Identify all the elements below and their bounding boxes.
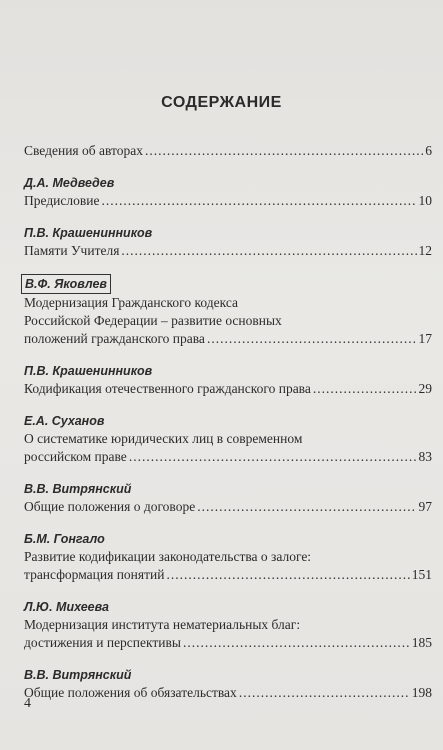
toc-entry: [24, 274, 432, 348]
dot-leader: [121, 242, 416, 260]
toc-title-line: Модернизация института нематериальных благ:: [24, 617, 301, 632]
page-number: 17: [418, 331, 432, 346]
page-number: 198: [411, 685, 432, 700]
toc-entry: [24, 480, 432, 516]
toc-title: достижения и перспективы: [24, 635, 181, 650]
author-name: Д.А. Медведев: [24, 176, 115, 190]
toc-title: Общие положения об обязательствах: [24, 685, 237, 700]
author-name: В.Ф. Яковлев: [21, 274, 111, 294]
toc-title: трансформация понятий: [24, 567, 165, 582]
page-number: 83: [418, 449, 432, 464]
page-number: 29: [418, 381, 432, 396]
toc-title: Кодификация отечественного гражданского права: [24, 381, 311, 396]
toc-line: [24, 242, 432, 260]
author-name: В.В. Витрянский: [24, 482, 132, 496]
toc-line: [24, 448, 432, 466]
toc-line: [24, 634, 432, 652]
toc-entry: [24, 224, 432, 260]
toc-title-line: О систематике юридических лиц в современном: [24, 431, 303, 446]
toc-line: [24, 192, 432, 210]
author-name: П.В. Крашенинников: [24, 226, 153, 240]
toc-line: [24, 142, 432, 160]
page-title: СОДЕРЖАНИЕ: [161, 94, 282, 111]
toc-title-line: Модернизация Гражданского кодекса: [24, 295, 238, 310]
toc-title: Общие положения о договоре: [24, 499, 196, 514]
toc-entry: [24, 666, 432, 702]
dot-leader: [129, 448, 417, 466]
toc-entry: [24, 174, 432, 210]
author-name: Л.Ю. Михеева: [24, 600, 109, 614]
dot-leader: [145, 142, 423, 160]
dot-leader: [101, 192, 416, 210]
toc-title: положений гражданского права: [24, 331, 205, 346]
page-number: 185: [411, 635, 432, 650]
toc-entry: [24, 530, 432, 584]
toc-entry: [24, 598, 432, 652]
page-number: 10: [418, 193, 432, 208]
toc-title: Памяти Учителя: [24, 243, 120, 258]
page-folio: 4: [24, 696, 31, 711]
toc-line: [24, 566, 432, 584]
author-name: В.В. Витрянский: [24, 668, 132, 682]
author-name: Е.А. Суханов: [24, 414, 105, 428]
table-of-contents: [24, 142, 432, 716]
page-number: 6: [425, 143, 432, 158]
toc-title: Предисловие: [24, 193, 100, 208]
toc-entry: [24, 362, 432, 398]
toc-title-line: Развитие кодификации законодательства о залоге:: [24, 549, 312, 564]
author-name: Б.М. Гонгало: [24, 532, 105, 546]
dot-leader: [183, 634, 410, 652]
dot-leader: [207, 330, 417, 348]
toc-title-line: Российской Федерации – развитие основных: [24, 313, 282, 328]
page-number: 151: [411, 567, 432, 582]
page-number: 97: [418, 499, 432, 514]
toc-title: российском праве: [24, 449, 127, 464]
toc-title: Сведения об авторах: [24, 143, 143, 158]
dot-leader: [197, 498, 416, 516]
toc-entry: [24, 412, 432, 466]
toc-entry: [24, 142, 432, 160]
dot-leader: [166, 566, 409, 584]
toc-line: [24, 498, 432, 516]
page-number: 12: [418, 243, 432, 258]
toc-line: [24, 380, 432, 398]
author-name: П.В. Крашенинников: [24, 364, 153, 378]
toc-line: [24, 330, 432, 348]
toc-line: [24, 684, 432, 702]
dot-leader: [239, 684, 410, 702]
dot-leader: [313, 380, 417, 398]
